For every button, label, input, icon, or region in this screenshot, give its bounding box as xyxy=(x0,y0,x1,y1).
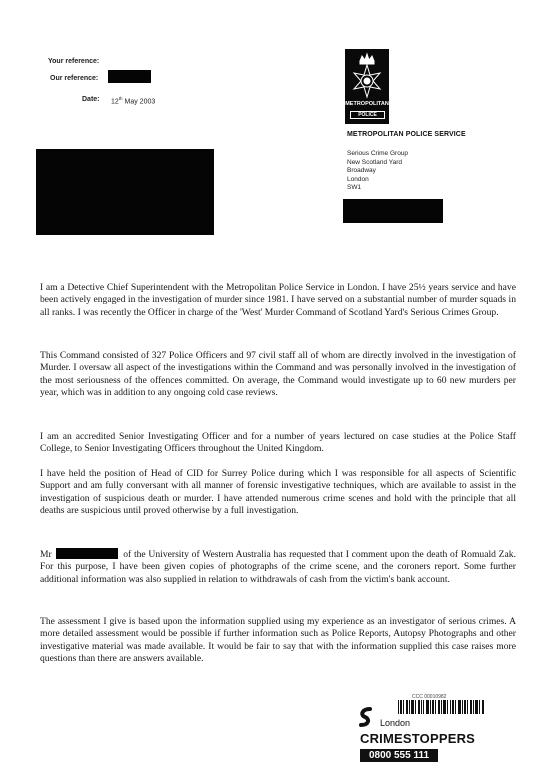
crimestoppers-mark-icon xyxy=(356,706,378,728)
paragraph-1: I am a Detective Chief Superintendent with the Metropolitan Police Service in London. I have 25½ years service and have been actively engaged in the investigation of murder since 1981. I have served on a substantial number of murder squads in all ranks. I was recently the Officer in charge of the 'West' Murder Command of Scotland Yard's Serious Crimes Group. xyxy=(40,282,516,318)
paragraph-3: I am an accredited Senior Investigating Officer and for a number of years lectured on case studies at the Police Staff College, to Senior Investigating Officers throughout the United Kingdom. xyxy=(40,431,516,455)
date-value: 12th May 2003 xyxy=(111,96,156,106)
address-line: SW1 xyxy=(347,184,362,191)
your-reference-label: Your reference: xyxy=(48,58,100,65)
sender-contact-redaction xyxy=(343,199,443,223)
sender-address xyxy=(347,150,408,193)
our-reference-redaction xyxy=(108,70,151,83)
recipient-redaction xyxy=(36,149,214,235)
crimestoppers-london: London xyxy=(380,718,411,728)
paragraph-6: The assessment I give is based upon the information supplied using my experience as an investigator of serious crimes. A more detailed assessment would be possible if further information such as Police Reports, Autopsy Photographs and other investigative material was made available. It would be fair to say that with the information supplied this case raises more questions than there are answers available. xyxy=(40,616,516,665)
paragraph-4: I have held the position of Head of CID for Surrey Police during which I was responsible for all aspects of Scientific Support and am fully conversant with all manner of forensic investigative techniques, which are available to assist in the investigation of suspicious death or murder. I have attended numerous crime scenes and hold with the principle that all deaths are suspicious until proved otherwise by a full investigation. xyxy=(40,468,516,517)
document-number: CCC 00010982 xyxy=(412,694,447,700)
crimestoppers-phone: 0800 555 111 xyxy=(360,749,438,762)
barcode-icon xyxy=(398,700,484,714)
date-label: Date: xyxy=(82,96,100,103)
crimestoppers-name: CRIMESTOPPERS xyxy=(360,731,476,746)
address-line: London xyxy=(347,175,369,183)
our-reference-label: Our reference: xyxy=(50,75,99,82)
address-line: New Scotland Yard xyxy=(347,158,403,166)
address-line: Serious Crime Group xyxy=(347,150,409,157)
logo-line-2: POLICE xyxy=(350,111,385,119)
name-redaction xyxy=(56,548,118,559)
metropolitan-police-logo xyxy=(345,49,389,124)
address-line: Broadway xyxy=(347,167,376,174)
paragraph-5: Mr of the University of Western Australia has requested that I comment upon the death of Romuald Zak. For this purpose, I have been given copies of photographs of the crime scene, and the coroners report. Some further additional information was also supplied in relation to withdrawals of cash from the victim's bank account. xyxy=(40,549,516,585)
logo-line-1: METROPOLITAN xyxy=(345,101,389,107)
paragraph-2: This Command consisted of 327 Police Officers and 97 civil staff all of whom are directly involved in the investigation of Murder. I oversaw all aspect of the investigations within the Command and was personally involved in the investigation of the most seriousness of the offences committed. On average, the Command would investigate up to 60 new murders per year, which was in addition to any ongoing cold case reviews. xyxy=(40,350,516,399)
organisation-name: METROPOLITAN POLICE SERVICE xyxy=(347,131,466,138)
